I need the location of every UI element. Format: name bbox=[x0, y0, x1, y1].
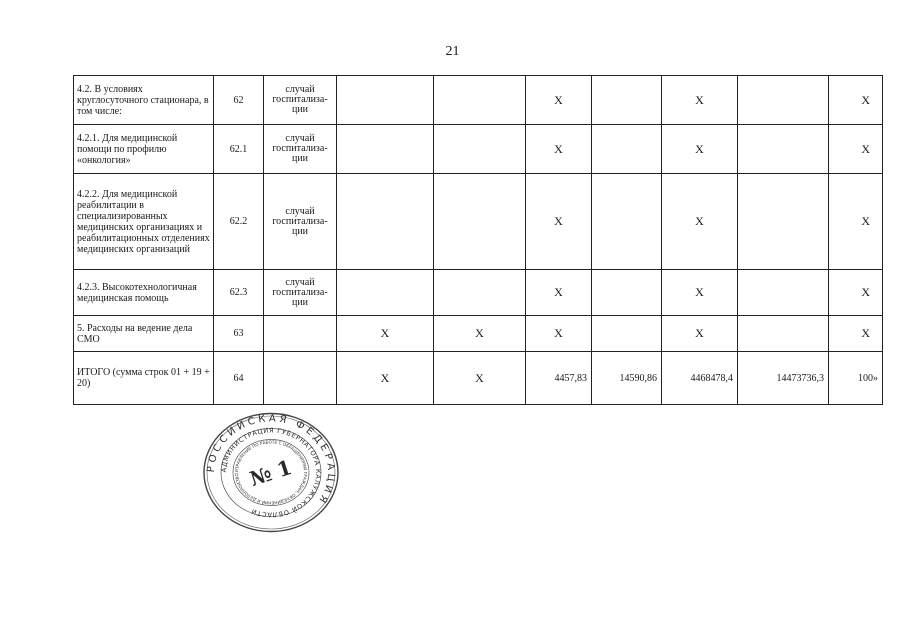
table-row bbox=[74, 352, 883, 405]
row-name: ИТОГО (сумма строк 01 + 19 + 20) bbox=[74, 352, 214, 405]
table-row bbox=[74, 76, 883, 125]
cell-col10: Х bbox=[829, 125, 883, 174]
cell-col10: Х bbox=[829, 270, 883, 316]
row-code: 63 bbox=[214, 316, 264, 352]
stamp-middle-text: АДМИНИСТРАЦИЯ ГУБЕРНАТОРА КАЛУЖСКОЙ ОБЛАСТИ bbox=[219, 426, 323, 519]
row-code: 62.2 bbox=[214, 174, 264, 270]
cell-col7 bbox=[592, 316, 662, 352]
cell-col4 bbox=[337, 174, 434, 270]
cell-col6: Х bbox=[526, 270, 592, 316]
stamp-center-text: № 1 bbox=[246, 455, 295, 492]
cell-col9 bbox=[738, 125, 829, 174]
cell-col10: 100» bbox=[829, 352, 883, 405]
row-code: 64 bbox=[214, 352, 264, 405]
cell-col8: Х bbox=[662, 174, 738, 270]
cell-col6: Х bbox=[526, 125, 592, 174]
cell-col9: 14473736,3 bbox=[738, 352, 829, 405]
row-code: 62.1 bbox=[214, 125, 264, 174]
table-row bbox=[74, 174, 883, 270]
cell-col7: 14590,86 bbox=[592, 352, 662, 405]
cell-col5 bbox=[434, 125, 526, 174]
cell-col6: Х bbox=[526, 174, 592, 270]
table-row bbox=[74, 270, 883, 316]
cell-col10: Х bbox=[829, 76, 883, 125]
cell-col4 bbox=[337, 125, 434, 174]
row-unit: случай госпитализа-ции bbox=[264, 174, 337, 270]
row-unit: случай госпитализа-ции bbox=[264, 125, 337, 174]
cell-col7 bbox=[592, 76, 662, 125]
table-row bbox=[74, 125, 883, 174]
page-number: 21 bbox=[445, 44, 460, 59]
cell-col8: Х bbox=[662, 270, 738, 316]
row-name: 4.2.1. Для медицинской помощи по профилю «онкология» bbox=[74, 125, 214, 174]
cell-col7 bbox=[592, 125, 662, 174]
stamp-seal-image bbox=[202, 412, 340, 533]
cell-col8: Х bbox=[662, 316, 738, 352]
cell-col9 bbox=[738, 174, 829, 270]
cell-col6: Х bbox=[526, 76, 592, 125]
cell-col7 bbox=[592, 270, 662, 316]
row-code: 62 bbox=[214, 76, 264, 125]
data-table bbox=[73, 75, 883, 405]
table-row bbox=[74, 316, 883, 352]
cell-col10: Х bbox=[829, 174, 883, 270]
row-unit: случай госпитализа-ции bbox=[264, 270, 337, 316]
stamp-outer-text: РОССИЙСКАЯ ФЕДЕРАЦИЯ bbox=[205, 413, 337, 508]
cell-col7 bbox=[592, 174, 662, 270]
cell-col4: Х bbox=[337, 316, 434, 352]
cell-col9 bbox=[738, 316, 829, 352]
cell-col9 bbox=[738, 270, 829, 316]
row-unit bbox=[264, 352, 337, 405]
cell-col9 bbox=[738, 76, 829, 125]
row-name: 4.2. В условиях круглосуточного стационара, в том числе: bbox=[74, 76, 214, 125]
cell-col4 bbox=[337, 270, 434, 316]
cell-col4: Х bbox=[337, 352, 434, 405]
cell-col4 bbox=[337, 76, 434, 125]
row-unit: случай госпитализа-ции bbox=[264, 76, 337, 125]
cell-col8: 4468478,4 bbox=[662, 352, 738, 405]
row-name: 4.2.3. Высокотехнологичная медицинская помощь bbox=[74, 270, 214, 316]
cell-col5 bbox=[434, 270, 526, 316]
row-name: 4.2.2. Для медицинской реабилитации в специализированных медицинских организациях и реабилитационных отделениях медицинских организаций bbox=[74, 174, 214, 270]
cell-col8: Х bbox=[662, 125, 738, 174]
stamp-inner-text: УПРАВЛЕНИЕ ПО РАБОТЕ С ОБРАЩЕНИЯМИ ГРАЖДАН, ОБЪЕДИНЕНИЙ И ДЕЛОПРОИЗВО bbox=[233, 439, 309, 506]
cell-col5 bbox=[434, 174, 526, 270]
cell-col10: Х bbox=[829, 316, 883, 352]
cell-col5: Х bbox=[434, 352, 526, 405]
cell-col5: Х bbox=[434, 316, 526, 352]
cell-col6: 4457,83 bbox=[526, 352, 592, 405]
row-unit bbox=[264, 316, 337, 352]
cell-col8: Х bbox=[662, 76, 738, 125]
official-stamp bbox=[202, 412, 340, 533]
row-name: 5. Расходы на ведение дела СМО bbox=[74, 316, 214, 352]
row-code: 62.3 bbox=[214, 270, 264, 316]
cell-col6: Х bbox=[526, 316, 592, 352]
cell-col5 bbox=[434, 76, 526, 125]
